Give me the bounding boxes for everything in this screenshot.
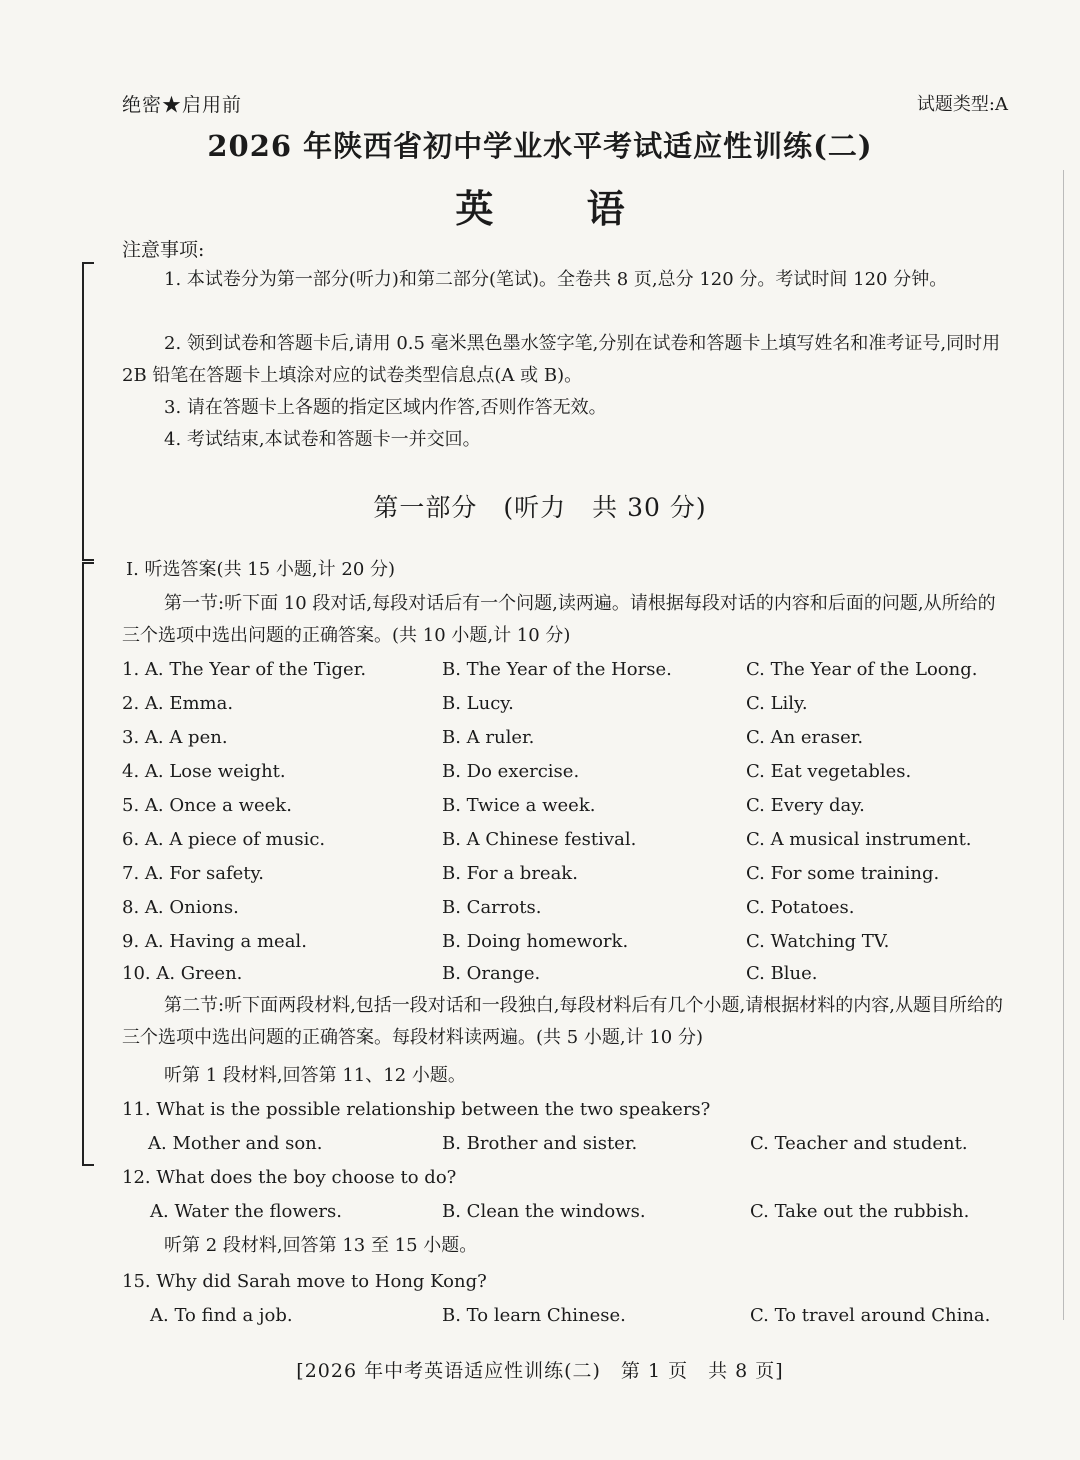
page-edge-line xyxy=(1063,170,1064,1320)
confidential-label: 绝密★启用前 xyxy=(122,94,243,116)
option-c: C. Potatoes. xyxy=(746,897,855,918)
option-a: A. Mother and son. xyxy=(148,1133,323,1154)
option-a: 8. A. Onions. xyxy=(122,897,239,918)
question-stem: 11. What is the possible relationship between the two speakers? xyxy=(122,1099,711,1120)
option-b: B. Clean the windows. xyxy=(442,1201,646,1222)
option-c: C. Blue. xyxy=(746,963,818,984)
option-a: 5. A. Once a week. xyxy=(122,795,292,816)
section-title: I. 听选答案(共 15 小题,计 20 分) xyxy=(126,559,396,580)
option-b: B. Brother and sister. xyxy=(442,1133,638,1154)
binding-bracket-bottom xyxy=(82,562,94,1166)
section-two-intro: 第二节:听下面两段材料,包括一段对话和一段独白,每段材料后有几个小题,请根据材料的内容,从题目所给的三个选项中选出问题的正确答案。每段材料读两遍。(共 5 小题,计 10 分) xyxy=(122,995,1003,1048)
question-row xyxy=(122,688,1012,720)
option-a: 2. A. Emma. xyxy=(122,693,234,714)
question-row xyxy=(122,756,1012,788)
question-row xyxy=(122,824,1012,856)
material-two-label: 听第 2 段材料,回答第 13 至 15 小题。 xyxy=(164,1235,478,1256)
subject-title: 英 语 xyxy=(455,186,665,231)
option-c: C. A musical instrument. xyxy=(746,829,972,850)
option-a: 1. A. The Year of the Tiger. xyxy=(122,659,367,680)
option-a: 3. A. A pen. xyxy=(122,727,228,748)
option-b: B. Twice a week. xyxy=(442,795,596,816)
option-a: 9. A. Having a meal. xyxy=(122,931,307,952)
note-item: 3. 请在答题卡上各题的指定区域内作答,否则作答无效。 xyxy=(164,397,607,418)
question-row xyxy=(122,790,1012,822)
option-b: B. Do exercise. xyxy=(442,761,580,782)
note-item: 4. 考试结束,本试卷和答题卡一并交回。 xyxy=(164,429,481,450)
option-c: C. Take out the rubbish. xyxy=(750,1201,970,1222)
option-b: B. A Chinese festival. xyxy=(442,829,637,850)
option-b: B. Orange. xyxy=(442,963,541,984)
question-row xyxy=(122,926,1012,958)
paper-type-label: 试题类型:A xyxy=(916,94,1008,115)
question-stem: 12. What does the boy choose to do? xyxy=(122,1167,457,1188)
option-a: 7. A. For safety. xyxy=(122,863,265,884)
option-a: A. Water the flowers. xyxy=(150,1201,342,1222)
option-c: C. The Year of the Loong. xyxy=(746,659,978,680)
section-one-intro: 第一节:听下面 10 段对话,每段对话后有一个问题,读两遍。请根据每段对话的内容和后面的问题,从所给的三个选项中选出问题的正确答案。(共 10 小题,计 10 分) xyxy=(122,593,996,646)
option-a: A. To find a job. xyxy=(150,1305,293,1326)
option-c: C. Teacher and student. xyxy=(750,1133,968,1154)
option-c: C. An eraser. xyxy=(746,727,864,748)
option-b: B. Lucy. xyxy=(442,693,514,714)
question-row xyxy=(122,892,1012,924)
option-c: C. To travel around China. xyxy=(750,1305,991,1326)
option-b: B. To learn Chinese. xyxy=(442,1305,626,1326)
note-item: 2. 领到试卷和答题卡后,请用 0.5 毫米黑色墨水签字笔,分别在试卷和答题卡上填写姓名和准考证号,同时用 2B 铅笔在答题卡上填涂对应的试卷类型信息点(A 或 B)。 xyxy=(122,333,1001,386)
option-b: B. A ruler. xyxy=(442,727,535,748)
exam-title: 2026 年陕西省初中学业水平考试适应性训练(二) xyxy=(207,129,873,163)
option-a: 10. A. Green. xyxy=(122,963,243,984)
question-row xyxy=(122,958,1012,990)
question-row xyxy=(122,1196,1012,1228)
part-one-heading: 第一部分 (听力 共 30 分) xyxy=(373,493,707,522)
question-row xyxy=(122,858,1012,890)
question-row xyxy=(122,1300,1012,1332)
question-row xyxy=(122,1128,1012,1160)
option-c: C. For some training. xyxy=(746,863,940,884)
option-b: B. For a break. xyxy=(442,863,578,884)
material-one-label: 听第 1 段材料,回答第 11、12 小题。 xyxy=(164,1065,466,1086)
notes-title: 注意事项: xyxy=(122,239,205,261)
page-footer: [2026 年中考英语适应性训练(二) 第 1 页 共 8 页] xyxy=(296,1360,784,1382)
option-a: 4. A. Lose weight. xyxy=(122,761,286,782)
note-item: 1. 本试卷分为第一部分(听力)和第二部分(笔试)。全卷共 8 页,总分 120 分。考试时间 120 分钟。 xyxy=(164,269,948,290)
option-b: B. Doing homework. xyxy=(442,931,629,952)
question-row xyxy=(122,722,1012,754)
option-c: C. Eat vegetables. xyxy=(746,761,912,782)
question-row xyxy=(122,654,1012,686)
option-b: B. Carrots. xyxy=(442,897,542,918)
question-stem: 15. Why did Sarah move to Hong Kong? xyxy=(122,1271,487,1292)
option-b: B. The Year of the Horse. xyxy=(442,659,672,680)
option-c: C. Watching TV. xyxy=(746,931,890,952)
option-c: C. Every day. xyxy=(746,795,865,816)
option-a: 6. A. A piece of music. xyxy=(122,829,326,850)
option-c: C. Lily. xyxy=(746,693,808,714)
